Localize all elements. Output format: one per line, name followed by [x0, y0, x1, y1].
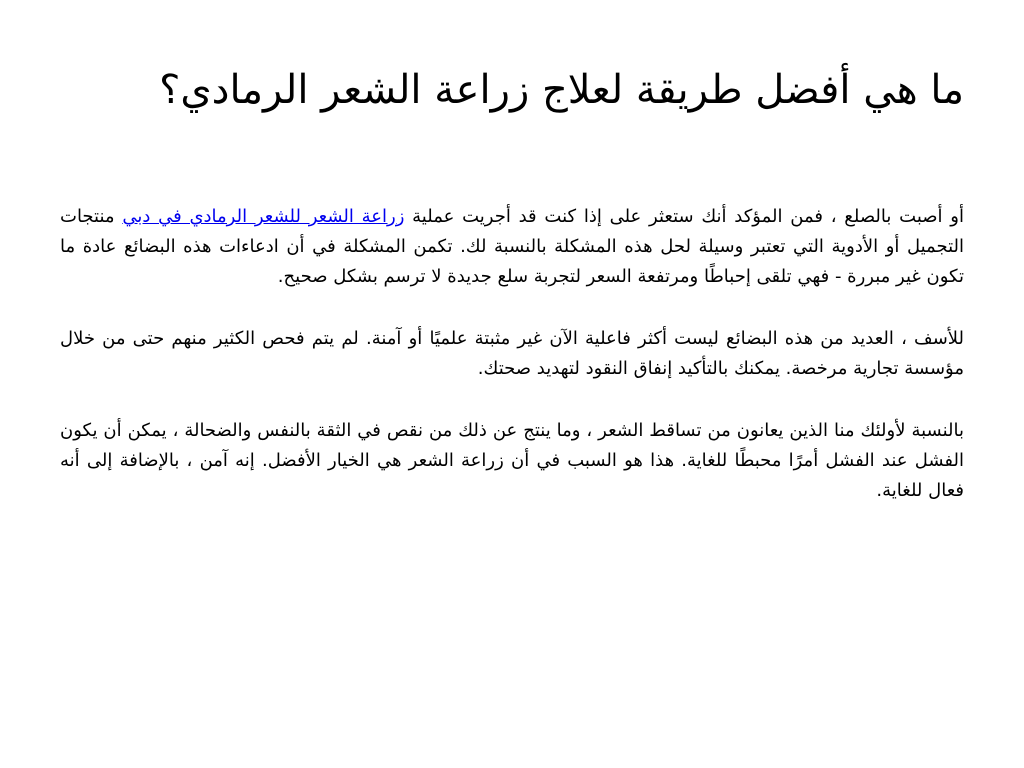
- slide-title: ما هي أفضل طريقة لعلاج زراعة الشعر الرمادي؟: [159, 67, 964, 113]
- paragraph-1: [60, 202, 964, 292]
- paragraph-1-text-before-link: أو أصبت بالصلع ، فمن المؤكد أنك ستعثر على إذا كنت قد أجريت عملية: [404, 206, 964, 227]
- paragraph-1-text-after-link: منتجات التجميل أو الأدوية التي تعتبر وسيلة لحل هذه المشكلة بالنسبة لك. تكمن المشكلة في أن ادعاءات هذه البضائع عادة ما تكون غير مبررة - فهي تلقى إحباطًا ومرتفعة السعر لتجربة سلع جديدة لا ترسم بشكل صحيح.: [60, 206, 964, 287]
- slide-body: [60, 202, 964, 538]
- paragraph-3: بالنسبة لأولئك منا الذين يعانون من تساقط الشعر ، وما ينتج عن ذلك من نقص في الثقة بالنفس والضحالة ، يمكن أن يكون الفشل عند الفشل أمرًا محبطًا للغاية. هذا هو السبب في أن زراعة الشعر هي الخيار الأفضل. إنه آمن ، بالإضافة إلى أنه فعال للغاية.: [60, 420, 964, 501]
- hair-transplant-dubai-link[interactable]: زراعة الشعر للشعر الرمادي في دبي: [122, 206, 405, 227]
- paragraph-2: للأسف ، العديد من هذه البضائع ليست أكثر فاعلية الآن غير مثبتة علميًا أو آمنة. لم يتم فحص الكثير منهم حتى من خلال مؤسسة تجارية مرخصة. يمكنك بالتأكيد إنفاق النقود لتهديد صحتك.: [60, 328, 964, 379]
